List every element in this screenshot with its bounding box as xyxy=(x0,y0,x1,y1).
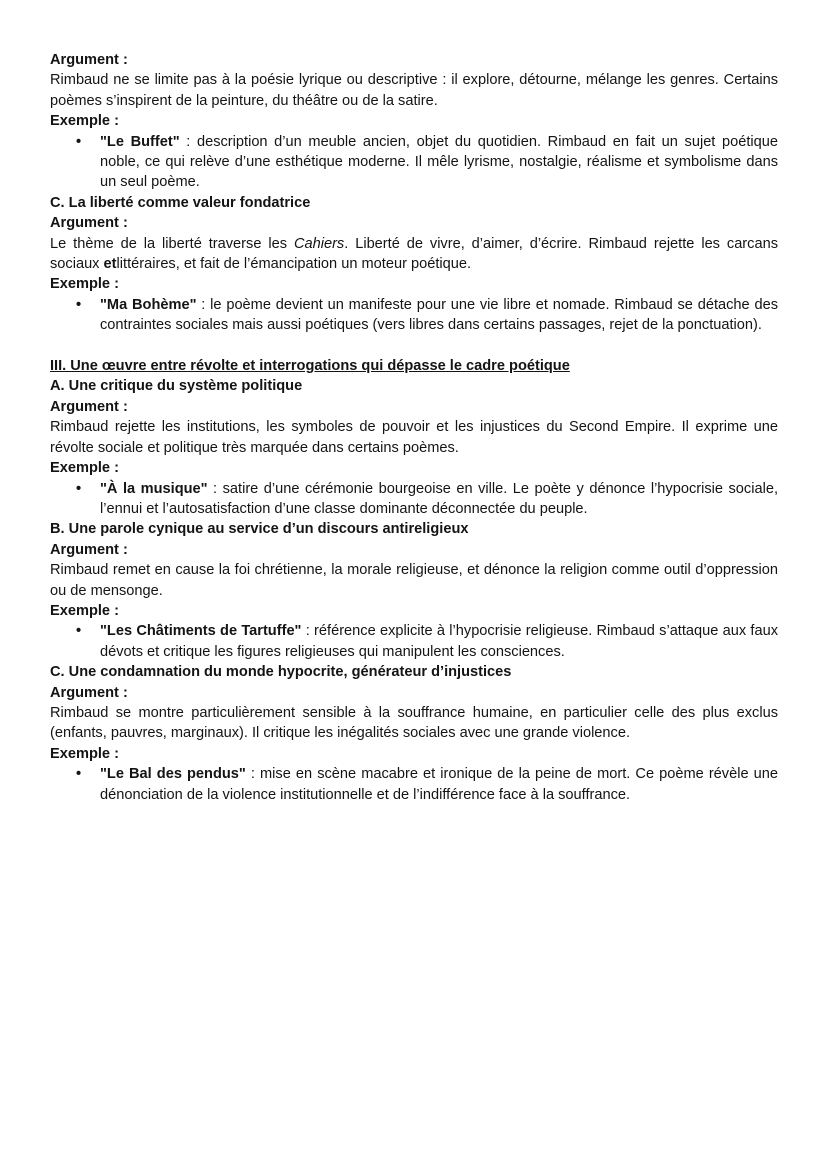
example-text: : mise en scène macabre et ironique de la peine de mort. Ce poème révèle une dénonciation de la violence institutionnelle et de l’indifférence face à la souffrance. xyxy=(100,766,778,803)
argument-label: Argument : xyxy=(50,398,128,415)
bullet-icon: • xyxy=(76,296,82,313)
bullet-icon: • xyxy=(76,766,82,783)
spacer xyxy=(50,336,778,356)
argument-label: Argument : xyxy=(50,684,128,701)
poem-title: "Le Buffet" xyxy=(100,133,180,150)
example-text: : description d’un meuble ancien, objet du quotidien. Rimbaud en fait un sujet poétique noble, ce qui relève d’une esthétique moderne. Il mêle lyrisme, nostalgie, réalisme et symbolisme dans un seul poème. xyxy=(100,133,778,191)
example-label: Exemple : xyxy=(50,460,119,477)
argument-label: Argument : xyxy=(50,52,128,68)
example-label: Exemple : xyxy=(50,113,119,130)
subsection-heading: C. Une condamnation du monde hypocrite, générateur d’injustices xyxy=(50,664,512,681)
example-label: Exemple : xyxy=(50,276,119,293)
example-list xyxy=(50,132,778,193)
argument-label: Argument : xyxy=(50,541,128,558)
example-text: : satire d’une cérémonie bourgeoise en ville. Le poète y dénonce l’hypocrisie sociale, l’ennui et l’autosatisfaction d’une classe dominante déconnectée du peuple. xyxy=(100,480,778,517)
example-text: : le poème devient un manifeste pour une vie libre et nomade. Rimbaud se détache des contraintes sociales mais aussi poétiques (vers libres dans certains passages, rejet de la ponctuation). xyxy=(100,296,778,334)
example-list xyxy=(50,295,778,336)
argument-text-part: . Liberté de vivre, d’aimer, d’écrire. Rimbaud rejette les carcans sociaux xyxy=(50,235,778,273)
argument-text: Rimbaud ne se limite pas à la poésie lyrique ou descriptive : il explore, détourne, mélange les genres. Certains poèmes s’inspirent de la peinture, du théâtre ou de la satire. xyxy=(50,72,778,109)
example-item xyxy=(50,764,778,805)
poem-title: "Ma Bohème" xyxy=(100,296,197,313)
example-item xyxy=(50,295,778,336)
example-label: Exemple : xyxy=(50,745,119,762)
example-item xyxy=(50,621,778,662)
example-item xyxy=(50,479,778,520)
section-title: III. Une œuvre entre révolte et interrogations qui dépasse le cadre poétique xyxy=(50,358,570,375)
bullet-icon: • xyxy=(76,480,82,497)
argument-text-part: littéraires, et fait de l’émancipation un moteur poétique. xyxy=(116,256,472,273)
example-text: : référence explicite à l’hypocrisie religieuse. Rimbaud s’attaque aux faux dévots et critique les figures religieuses qui manipulent les consciences. xyxy=(100,623,779,660)
poem-title: "Les Châtiments de Tartuffe" xyxy=(100,623,302,640)
bullet-icon: • xyxy=(76,133,82,150)
poem-title: "Le Bal des pendus" xyxy=(100,766,246,783)
document-page xyxy=(50,50,778,805)
argument-text: Rimbaud se montre particulièrement sensible à la souffrance humaine, en particulier celle des plus exclus (enfants, pauvres, marginaux). Il critique les inégalités sociales avec une grande violence. xyxy=(50,704,778,742)
bullet-icon: • xyxy=(76,623,82,640)
argument-text: Rimbaud remet en cause la foi chrétienne, la morale religieuse, et dénonce la religion comme outil d’oppression ou de mensonge. xyxy=(50,562,778,599)
example-item xyxy=(50,132,778,193)
argument-label: Argument : xyxy=(50,215,128,232)
subsection-heading: C. La liberté comme valeur fondatrice xyxy=(50,194,311,211)
argument-text: Rimbaud rejette les institutions, les symboles de pouvoir et les injustices du Second Empire. Il exprime une révolte sociale et politique très marquée dans certains poèmes. xyxy=(50,419,778,456)
subsection-heading: B. Une parole cynique au service d’un discours antireligieux xyxy=(50,521,469,538)
argument-text-part: Le thème de la liberté traverse les xyxy=(50,235,294,252)
poem-title: "À la musique" xyxy=(100,480,208,497)
argument-text-bold: et xyxy=(103,256,117,273)
example-list xyxy=(50,764,778,805)
subsection-heading: A. Une critique du système politique xyxy=(50,378,303,395)
argument-text xyxy=(50,234,778,275)
argument-text-italic: Cahiers xyxy=(293,235,345,252)
example-list xyxy=(50,479,778,520)
example-label: Exemple : xyxy=(50,602,119,619)
example-list xyxy=(50,621,778,662)
